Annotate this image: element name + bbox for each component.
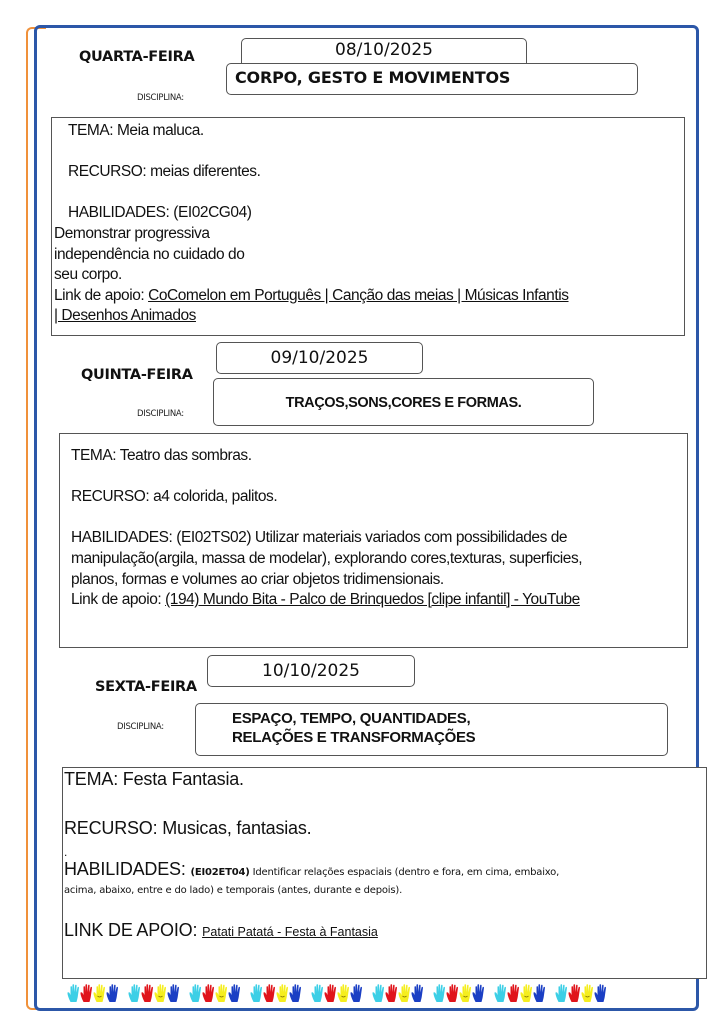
support-link[interactable]: CoComelon em Português | Canção das meias | Músicas Infantis <box>148 286 569 304</box>
habilidades-label: HABILIDADES: <box>64 859 191 879</box>
hand-icon <box>349 983 364 1003</box>
recurso-text: RECURSO: a4 colorida, palitos. <box>71 488 278 506</box>
weekday-label-quarta: QUARTA-FEIRA <box>79 49 195 65</box>
hand-group <box>249 983 303 1005</box>
hand-icon <box>227 983 242 1003</box>
support-link-continued[interactable]: | Desenhos Animados <box>54 307 196 325</box>
support-link[interactable]: (194) Mundo Bita - Palco de Brinquedos [clipe infantil] - YouTube <box>165 591 580 609</box>
date-text: 10/10/2025 <box>262 661 360 681</box>
subject-text: CORPO, GESTO E MOVIMENTOS <box>235 68 511 87</box>
hand-icon <box>410 983 425 1003</box>
weekday-label-sexta: SEXTA-FEIRA <box>95 679 197 695</box>
date-text: 08/10/2025 <box>335 40 433 60</box>
lesson-box-sexta <box>62 767 707 979</box>
tema-text: TEMA: Teatro das sombras. <box>71 447 252 464</box>
hand-group <box>66 983 120 1005</box>
subject-text: TRAÇOS,SONS,CORES E FORMAS. <box>285 395 522 411</box>
link-label: LINK DE APOIO: <box>64 920 203 940</box>
support-link[interactable]: Patati Patatá - Festa à Fantasia <box>202 925 378 939</box>
hand-icon <box>288 983 303 1003</box>
habilidades-line: manipulação(argila, massa de modelar), explorando cores,texturas, superficies, <box>71 549 583 567</box>
recurso-text: RECURSO: Musicas, fantasias. <box>64 818 312 838</box>
habilidades-code: (EI02ET04) <box>190 867 250 878</box>
recurso-text: RECURSO: meias diferentes. <box>68 163 261 181</box>
hand-icon <box>593 983 608 1003</box>
hand-group <box>188 983 242 1005</box>
hand-group <box>371 983 425 1005</box>
hand-group <box>310 983 364 1005</box>
subject-text-line: RELAÇÕES E TRANSFORMAÇÕES <box>232 729 476 746</box>
disciplina-label: DISCIPLINA: <box>137 93 184 103</box>
disciplina-label: DISCIPLINA: <box>117 722 164 732</box>
dot-text: . <box>64 845 68 859</box>
lesson-box-quinta <box>59 433 688 648</box>
tema-text: TEMA: Meia maluca. <box>68 122 204 139</box>
hand-icon <box>166 983 181 1003</box>
hand-icon <box>471 983 486 1003</box>
link-prefix: Link de apoio: <box>54 286 149 304</box>
habilidades-line: Demonstrar progressiva <box>54 224 210 242</box>
date-field <box>216 342 423 374</box>
hand-group <box>432 983 486 1005</box>
date-text: 09/10/2025 <box>270 348 369 368</box>
weekday-label-quinta: QUINTA-FEIRA <box>81 367 193 383</box>
date-field <box>207 655 415 687</box>
habilidades-line: planos, formas e volumes ao criar objetos tridimensionais. <box>71 570 444 588</box>
hand-group <box>127 983 181 1005</box>
lesson-box-quarta <box>51 117 685 336</box>
link-prefix: Link de apoio: <box>71 591 166 609</box>
tema-text: TEMA: Festa Fantasia. <box>64 769 244 789</box>
subject-field <box>195 703 668 756</box>
subject-field <box>226 63 638 95</box>
hand-icon <box>105 983 120 1003</box>
hands-decoration-border <box>66 983 614 1005</box>
habilidades-line: HABILIDADES: (EI02CG04) <box>68 204 252 222</box>
disciplina-label: DISCIPLINA: <box>137 409 184 419</box>
hand-group <box>493 983 547 1005</box>
subject-field <box>213 378 594 426</box>
habilidades-line: HABILIDADES: (EI02TS02) Utilizar materiais variados com possibilidades de <box>71 529 568 547</box>
hand-icon <box>532 983 547 1003</box>
hand-group <box>554 983 608 1005</box>
habilidades-line: seu corpo. <box>54 266 122 284</box>
habilidades-text: acima, abaixo, entre e do lado) e temporais (antes, durante e depois). <box>64 885 403 896</box>
habilidades-line: independência no cuidado do <box>54 245 245 263</box>
habilidades-text: Identificar relações espaciais (dentro e fora, em cima, embaixo, <box>249 867 560 878</box>
subject-text-line: ESPAÇO, TEMPO, QUANTIDADES, <box>232 710 471 727</box>
